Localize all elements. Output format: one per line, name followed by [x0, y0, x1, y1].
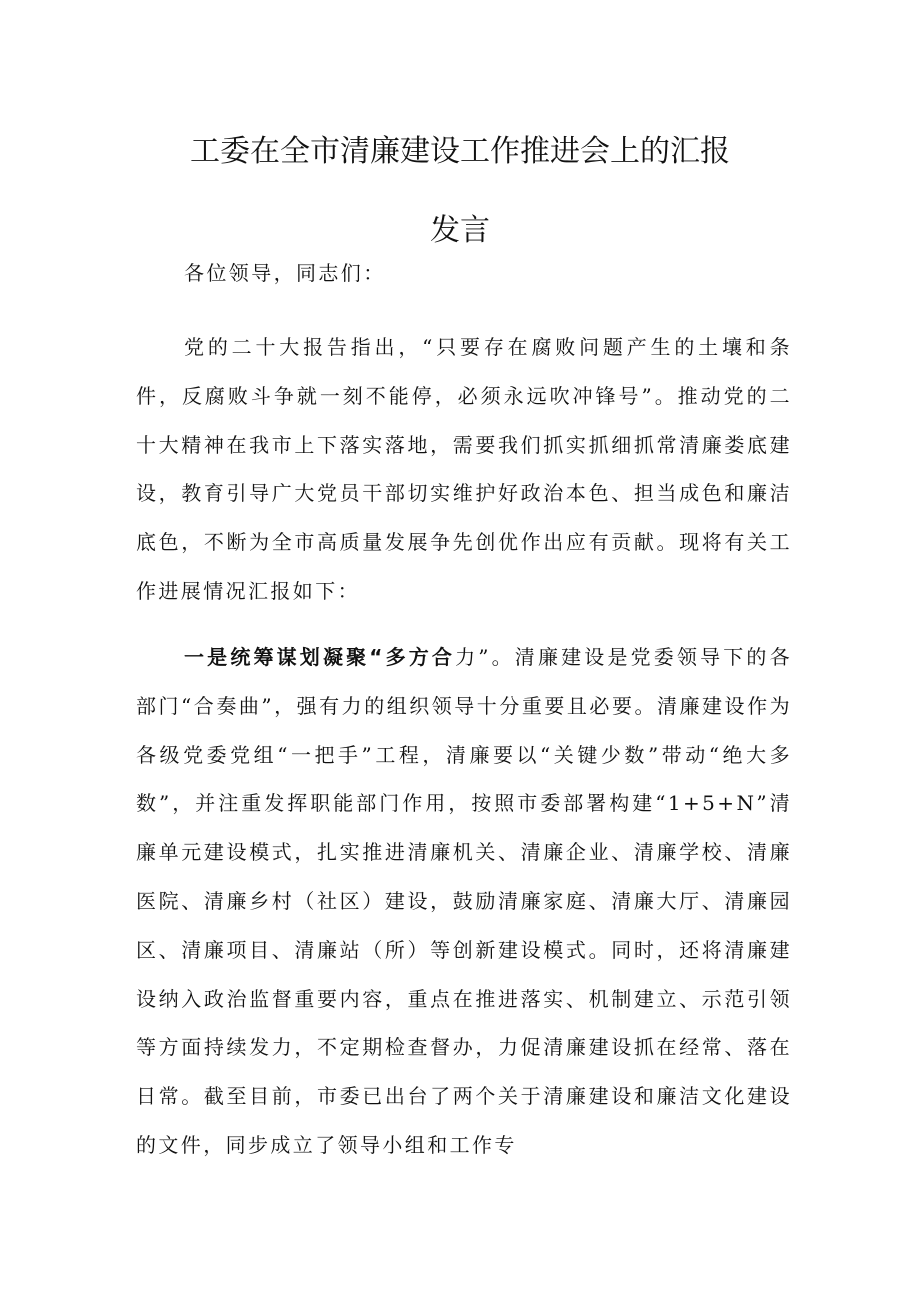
- greeting-paragraph: 各位领导，同志们：: [184, 261, 386, 285]
- section-one-body: 力”。清廉建设是党委领导下的各部门“合奏曲”，强有力的组织领导十分重要且必要。清廉建设作为各级党委党组“一把手”工程，清廉要以“关键少数”带动“绝大多数”，并注重发挥职能部门作用，按照市委部署构建“1+5+N”清廉单元建设模式，扎实推进清廉机关、清廉企业、清廉学校、清廉医院、清廉乡村（社区）建设，鼓励清廉家庭、清廉大厅、清廉园区、清廉项目、清廉站（所）等创新建设模式。同时，还将清廉建设纳入政治监督重要内容，重点在推进落实、机制建立、示范引领等方面持续发力，不定期检查督办，力促清廉建设抓在经常、落在日常。截至目前，市委已出台了两个关于清廉建设和廉洁文化建设的文件，同步成立了领导小组和工作专: [136, 645, 792, 1157]
- document-title-line-1: 工委在全市清廉建设工作推进会上的汇报: [190, 134, 730, 169]
- document-title-line-2: 发言: [430, 213, 490, 248]
- section-one-heading: 一是统筹谋划凝聚“多方合: [184, 645, 456, 669]
- intro-paragraph: 党的二十大报告指出，“只要存在腐败问题产生的土壤和条件，反腐败斗争就一刻不能停，必须永远吹冲锋号”。推动党的二十大精神在我市上下落实落地，需要我们抓实抓细抓常清廉娄底建设，教育引导广大党员干部切实维护好政治本色、担当成色和廉洁底色，不断为全市高质量发展争先创优作出应有贡献。现将有关工作进展情况汇报如下：: [136, 335, 792, 603]
- section-one-paragraph: [136, 633, 792, 1170]
